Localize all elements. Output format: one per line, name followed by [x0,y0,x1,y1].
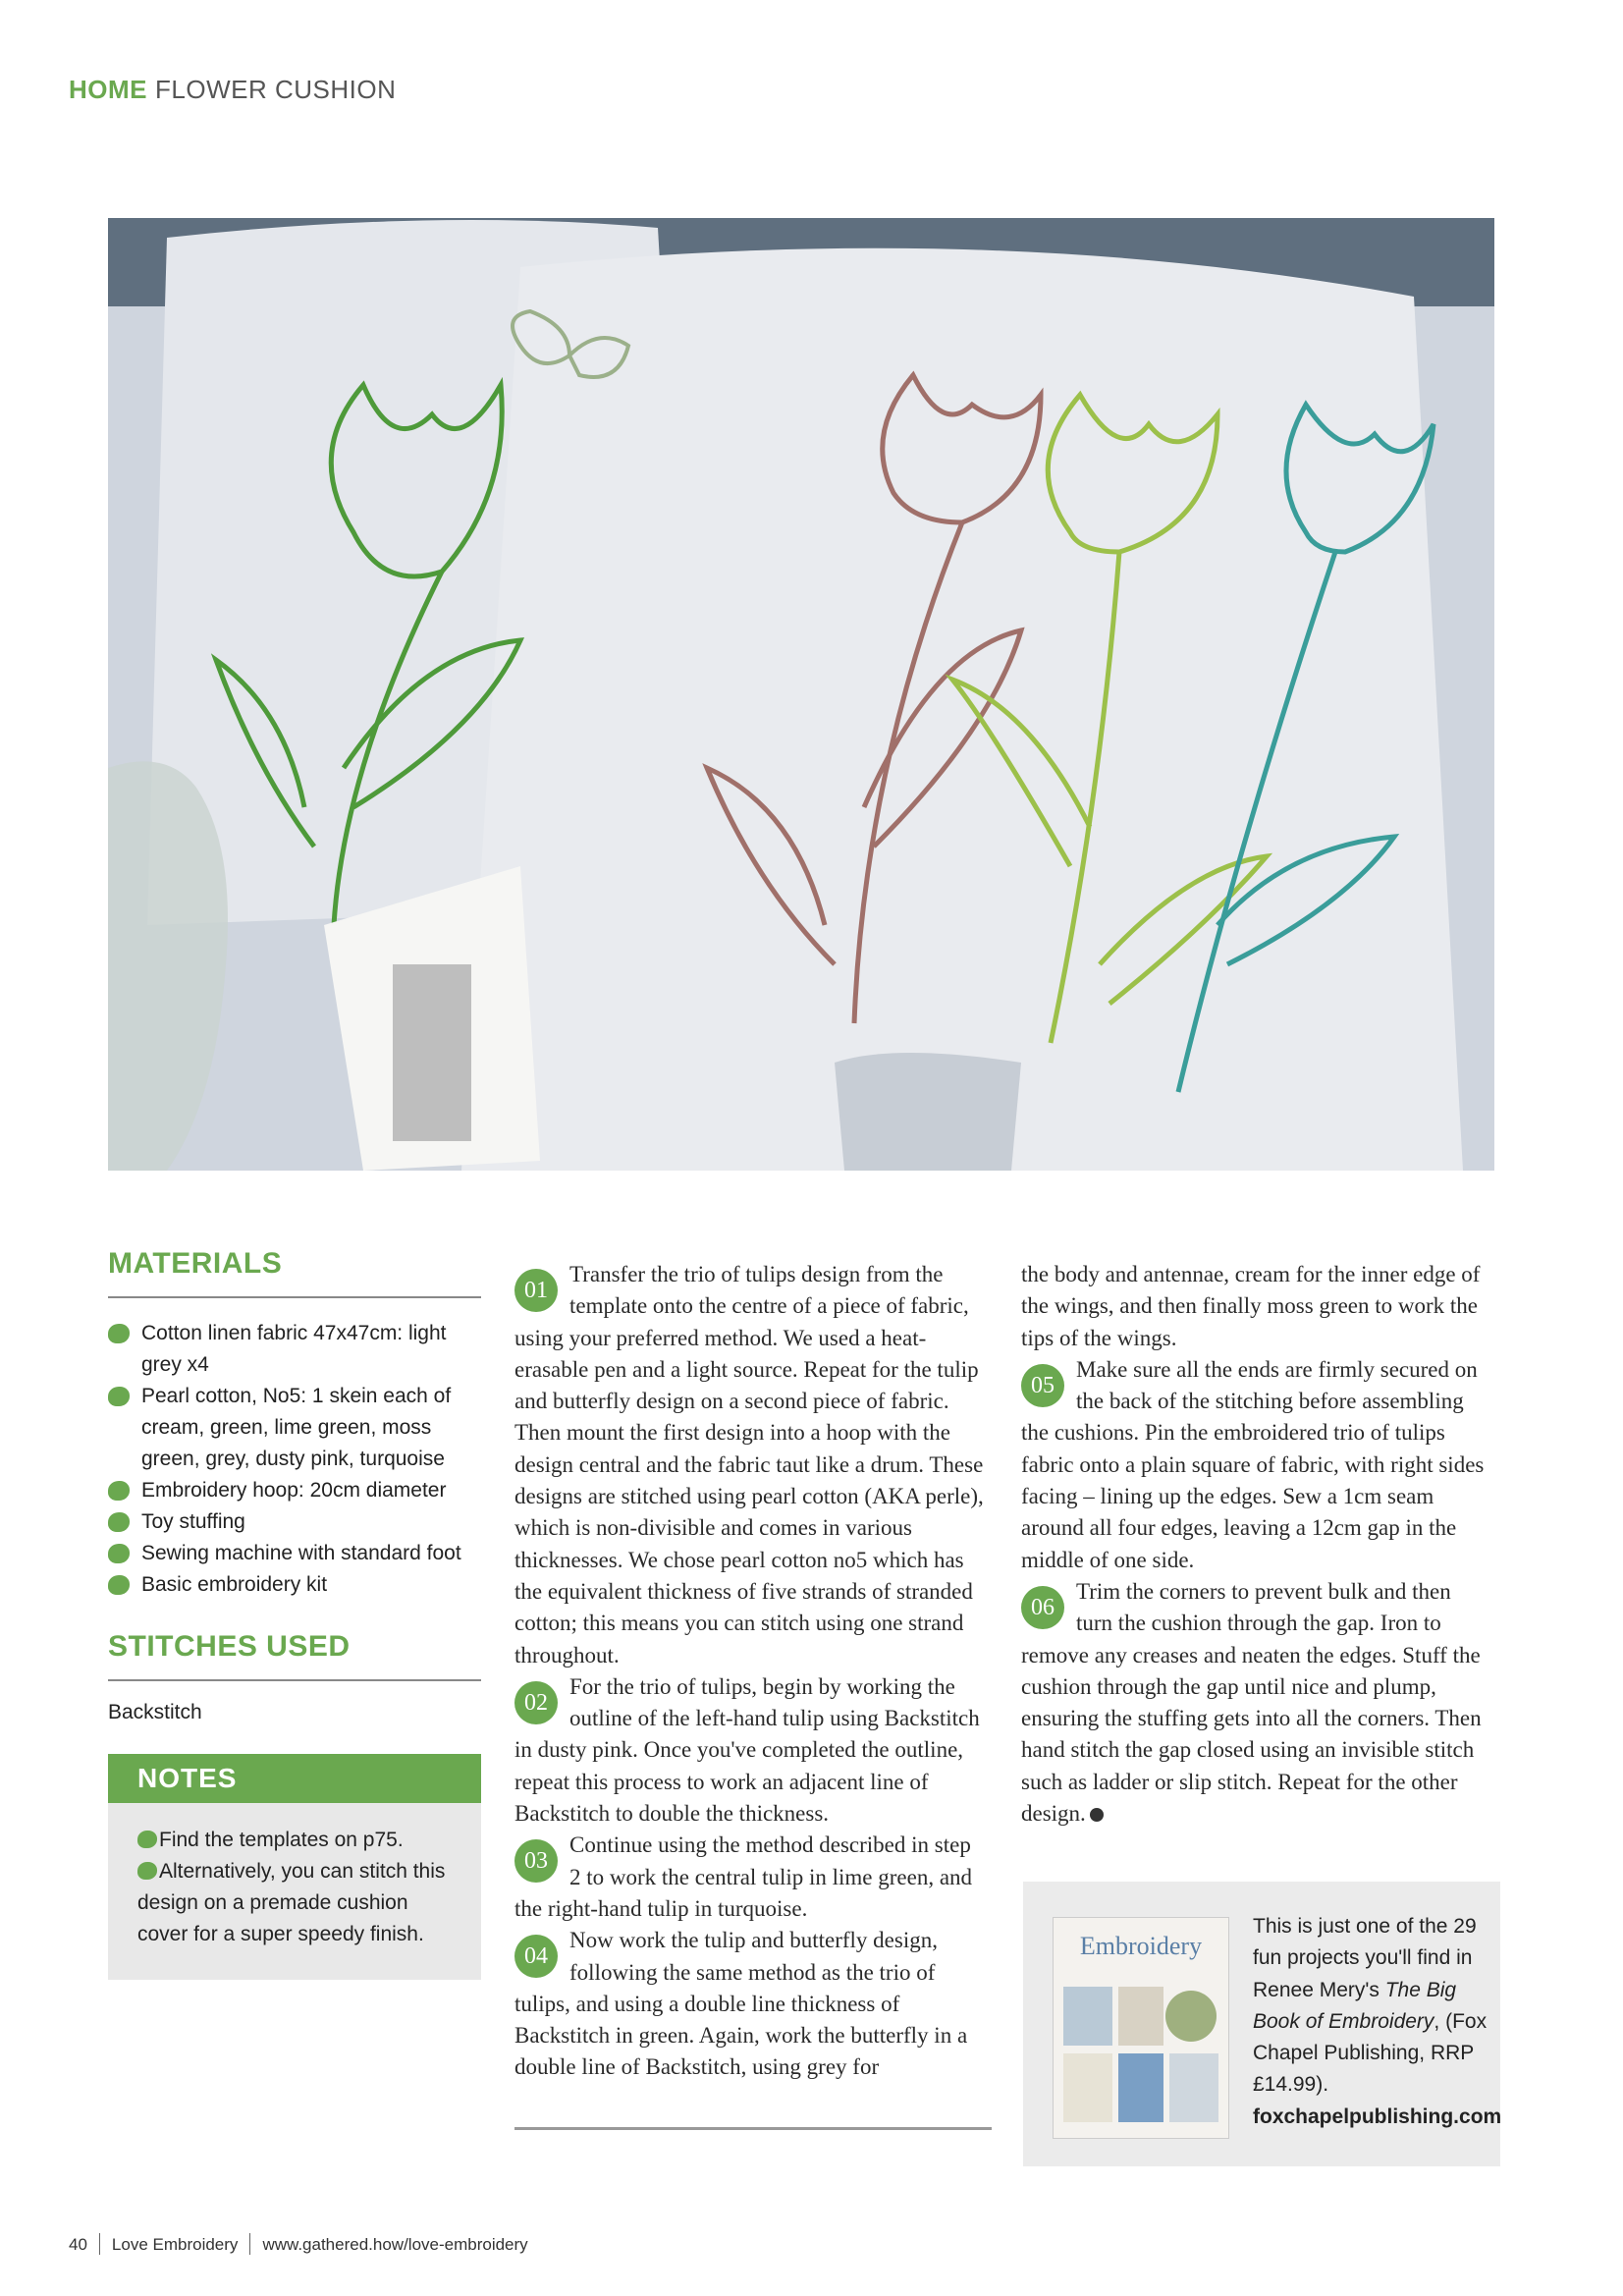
notes-line: Alternatively, you can stitch this design on a premade cushion cover for a super speedy finish. [137,1860,446,1945]
leaf-bullet-icon [137,1862,157,1880]
footer-divider [99,2233,100,2255]
leaf-bullet-icon [137,1831,157,1848]
notes-line: Find the templates on p75. [159,1829,404,1851]
notes-body [108,1803,481,1950]
footer-divider [249,2233,250,2255]
page-number: 40 [69,2235,87,2254]
list-item: Sewing machine with standard foot [108,1538,481,1569]
instructions-column-2 [1021,1259,1490,1830]
step-number: 05 [1021,1364,1064,1407]
leaf-bullet-icon [108,1324,130,1343]
list-item: Basic embroidery kit [108,1569,481,1601]
step-text: Make sure all the ends are firmly secured on the back of the stitching before assembling the cushions. Pin the embroidered trio of tulips fabric onto a plain square of fabric, with right sides facing – lining up the edges. Sew a 1cm seam around all four edges, leaving a 12cm gap in the middle of one side. [1021,1356,1485,1572]
section-label: HOME [69,75,147,104]
step-03 [514,1830,984,1925]
publisher-link[interactable]: foxchapelpublishing.com [1253,2105,1502,2128]
step-text: Transfer the trio of tulips design from the template onto the centre of a piece of fabric, using your preferred method. We used a heat-erasable pen and a light source. Repeat for the tulip and butterfly design on a second piece of fabric. Then mount the first design into a hoop with the design central and the fabric taut like a drum. These designs are stitched using pearl cotton (AKA perle), which is non-divisible and comes in various thicknesses. We chose pearl cotton no5 which has the equivalent thickness of five strands of stranded cotton; this means you can stitch using one strand throughout. [514,1262,984,1667]
notes-box [108,1754,481,1980]
step-number: 06 [1021,1586,1064,1629]
page-footer [69,2233,528,2255]
embroidered-cushions-photo-icon [108,218,1494,1171]
sidebar [108,1247,481,1724]
book-promo-text: This is just one of the 29 fun projects you'll find in Renee Mery's The Big Book of Embroidery, (Fox Chapel Publishing, RRP £14.99). foxchapelpublishing.com [1253,1915,1502,2128]
stitch-item: Backstitch [108,1701,202,1723]
step-04-continued [1021,1259,1490,1354]
step-text: For the trio of tulips, begin by working the outline of the left-hand tulip using Backstitch in dusty pink. Once you've completed the outline, repeat this process to work an adjacent line of Backstitch to double the thickness. [514,1673,980,1827]
book-title: The Big Book of Embroidery [1253,1978,1457,2033]
step-number: 03 [514,1839,558,1883]
stitches-section [108,1630,481,1724]
list-item: Pearl cotton, No5: 1 skein each of cream, green, lime green, moss green, grey, dusty pink, turquoise [108,1381,481,1475]
end-mark-icon [1090,1808,1104,1822]
step-06 [1021,1576,1490,1830]
book-cover-image-icon [1063,1987,1218,2124]
footer-url[interactable]: www.gathered.how/love-embroidery [262,2235,528,2254]
materials-heading: MATERIALS [108,1247,283,1280]
leaf-bullet-icon [108,1481,130,1501]
leaf-bullet-icon [108,1544,130,1563]
leaf-bullet-icon [108,1575,130,1595]
step-number: 01 [514,1269,558,1312]
step-text: Trim the corners to prevent bulk and then turn the cushion through the gap. Iron to remove any creases and neaten the edges. Stuff the cushion through the gap until nice and plump, ensuring the stuffing gets into all the corners. Then hand stitch the gap closed using an invisible stitch such as ladder or slip stitch. Repeat for the other design. [1021,1578,1482,1827]
step-text: the body and antennae, cream for the inner edge of the wings, and then finally moss green to work the tips of the wings. [1021,1262,1481,1350]
step-05 [1021,1354,1490,1576]
step-text: Continue using the method described in step 2 to work the central tulip in lime green, and the right-hand tulip in turquoise. [514,1832,973,1921]
leaf-bullet-icon [108,1512,130,1532]
instructions-column-1 [514,1259,984,2084]
step-02 [514,1671,984,1830]
book-cover-title: Embroidery [1079,1932,1203,1960]
leaf-bullet-icon [108,1387,130,1406]
list-item: Toy stuffing [108,1506,481,1538]
page-header [69,75,396,105]
column-divider [514,2127,992,2130]
step-04 [514,1925,984,2083]
step-text: Now work the tulip and butterfly design, following the same method as the trio of tulips, and using a double line thickness of Backstitch in green. Again, work the butterfly in a double line of Backstitch, using grey for [514,1928,968,2080]
magazine-name: Love Embroidery [111,2235,239,2254]
step-number: 02 [514,1681,558,1724]
cushions-photo [108,218,1494,1171]
materials-list [108,1318,481,1601]
list-item: Embroidery hoop: 20cm diameter [108,1475,481,1506]
divider [108,1296,481,1298]
stitches-heading: STITCHES USED [108,1630,351,1663]
book-cover [1053,1917,1229,2139]
step-number: 04 [514,1935,558,1978]
step-01 [514,1259,984,1671]
list-item: Cotton linen fabric 47x47cm: light grey x4 [108,1318,481,1381]
page-title: FLOWER CUSHION [155,75,397,104]
divider [108,1679,481,1681]
notes-heading: NOTES [108,1754,481,1803]
